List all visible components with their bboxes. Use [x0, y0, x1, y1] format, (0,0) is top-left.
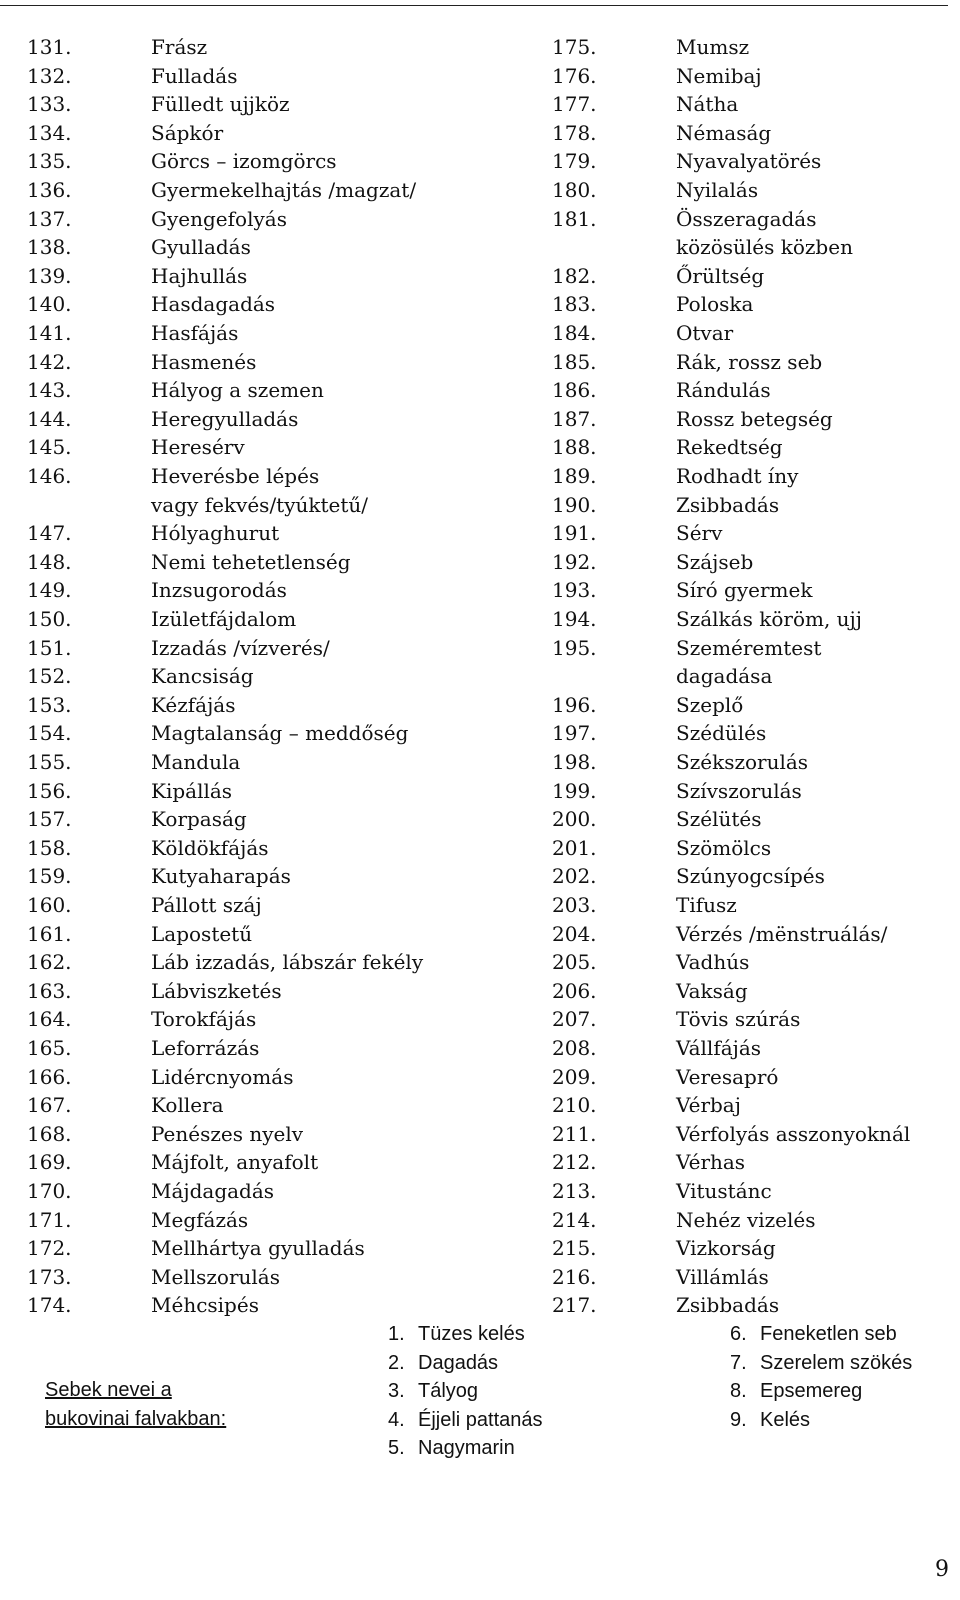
item-name: Szédülés [676, 721, 767, 746]
item-name: Hajhullás [151, 263, 248, 288]
item-number: 195. [552, 635, 597, 660]
item-number: 203. [552, 893, 597, 917]
item-name: Szélütés [676, 807, 762, 832]
item-name: Vérbaj [676, 1093, 741, 1118]
item-number: 143. [27, 378, 72, 403]
item-name: Penészes nyelv [151, 1121, 304, 1146]
item-number: 167. [27, 1093, 72, 1118]
item-name: vagy fekvés/tyúktetű/ [151, 492, 369, 517]
item-number: 211. [552, 1121, 597, 1146]
item-name: Korpaság [151, 807, 247, 832]
item-name: Sápkór [151, 120, 224, 145]
item-name: Villámlás [676, 1264, 769, 1289]
item-name: Zsibbadás [676, 492, 780, 517]
item-number: 216. [552, 1264, 597, 1289]
item-name: Mellszorulás [151, 1264, 280, 1289]
item-name: Heregyulladás [151, 406, 299, 431]
item-name: Rák, rossz seb [676, 349, 823, 374]
item-name: Szájseb [676, 549, 754, 574]
item-number: 152. [27, 664, 72, 689]
wound-name: Nagymarin [418, 1437, 515, 1460]
item-name: Méhcsipés [151, 1293, 259, 1318]
item-name: Összeragadás [676, 206, 817, 231]
item-number: 198. [552, 750, 597, 774]
item-name: Szívszorulás [676, 778, 802, 803]
item-name: Pállott száj [151, 893, 262, 917]
item-number: 204. [552, 921, 597, 946]
item-number: 196. [552, 692, 597, 717]
wound-name: Tályog [418, 1380, 479, 1403]
item-number: 136. [27, 178, 72, 202]
item-name: Izületfájdalom [151, 607, 297, 631]
item-number: 153. [27, 692, 72, 717]
item-name: Nyilalás [676, 178, 759, 202]
item-number: 145. [27, 435, 72, 460]
item-name: Nemi tehetetlenség [151, 549, 351, 574]
item-name: Mellhártya gyulladás [151, 1236, 365, 1261]
item-number: 141. [27, 321, 72, 345]
item-number: 193. [552, 578, 597, 603]
item-name: Kancsiság [151, 664, 254, 689]
item-name: Láb izzadás, lábszár fekély [151, 950, 424, 975]
item-name: Inzsugorodás [151, 578, 287, 603]
wounds-heading [45, 1376, 275, 1434]
item-number: 184. [552, 321, 597, 345]
item-number: 131. [27, 35, 72, 59]
item-number: 146. [27, 464, 72, 488]
item-name: Szömölcs [676, 835, 772, 860]
wound-number: 9. [730, 1408, 747, 1431]
item-number: 214. [552, 1207, 597, 1232]
wound-number: 1. [388, 1323, 405, 1345]
item-name: dagadása [676, 664, 773, 689]
item-number: 142. [27, 349, 72, 374]
item-number: 148. [27, 549, 72, 574]
wound-number: 5. [388, 1437, 405, 1460]
item-number: 183. [552, 292, 597, 317]
item-name: Nehéz vizelés [676, 1207, 816, 1232]
item-number: 201. [552, 835, 597, 860]
item-number: 212. [552, 1150, 597, 1175]
item-number: 164. [27, 1007, 72, 1032]
item-name: Vadhús [676, 950, 750, 975]
item-number: 182. [552, 263, 597, 288]
item-name: Vérfolyás asszonyoknál [676, 1121, 911, 1146]
item-name: Hasdagadás [151, 292, 276, 317]
item-name: Őrültség [676, 263, 765, 288]
wound-number: 8. [730, 1380, 747, 1403]
item-number: 140. [27, 292, 72, 317]
item-name: Poloska [676, 292, 754, 317]
item-number: 215. [552, 1236, 597, 1261]
item-name: Nemibaj [676, 63, 762, 88]
item-number: 217. [552, 1293, 597, 1318]
item-number: 149. [27, 578, 72, 603]
item-name: közösülés közben [676, 235, 853, 260]
item-number: 138. [27, 235, 72, 260]
item-number: 173. [27, 1264, 72, 1289]
item-name: Vakság [676, 978, 748, 1003]
item-name: Vitustánc [676, 1179, 772, 1203]
wound-number: 3. [388, 1380, 405, 1403]
wounds-heading-line-1: Sebek nevei a [45, 1379, 172, 1401]
item-number: 135. [27, 149, 72, 174]
wound-name: Szerelem szökés [760, 1351, 913, 1374]
item-number: 134. [27, 120, 72, 145]
item-name: Heresérv [151, 435, 245, 460]
item-name: Köldökfájás [151, 835, 269, 860]
item-name: Magtalanság – meddőség [151, 721, 409, 746]
item-number: 133. [27, 92, 72, 117]
top-rule [0, 5, 948, 6]
item-name: Gyulladás [151, 235, 251, 260]
item-number: 210. [552, 1093, 597, 1118]
item-number: 180. [552, 178, 597, 202]
item-name: Szúnyogcsípés [676, 864, 825, 889]
item-number: 189. [552, 464, 597, 488]
wound-name: Dagadás [418, 1351, 499, 1374]
item-number: 179. [552, 149, 597, 174]
item-name: Izzadás /vízverés/ [151, 635, 330, 660]
item-number: 207. [552, 1007, 597, 1032]
item-number: 185. [552, 349, 597, 374]
item-number: 170. [27, 1179, 72, 1203]
item-name: Tifusz [676, 893, 737, 917]
item-number: 147. [27, 521, 72, 546]
item-name: Lapostetű [151, 921, 253, 946]
item-name: Nátha [676, 92, 739, 117]
item-number: 206. [552, 978, 597, 1003]
item-name: Szálkás köröm, ujj [676, 607, 862, 631]
wound-number: 7. [730, 1351, 747, 1374]
item-name: Kollera [151, 1093, 224, 1118]
item-number: 165. [27, 1036, 72, 1060]
item-name: Székszorulás [676, 750, 809, 774]
item-name: Otvar [676, 321, 734, 345]
wound-number: 6. [730, 1323, 747, 1345]
item-number: 166. [27, 1064, 72, 1089]
item-name: Vállfájás [676, 1036, 762, 1060]
item-number: 169. [27, 1150, 72, 1175]
item-number: 156. [27, 778, 72, 803]
item-name: Leforrázás [151, 1036, 260, 1060]
item-name: Hasmenés [151, 349, 257, 374]
wound-name: Kelés [760, 1408, 811, 1431]
item-number: 139. [27, 263, 72, 288]
item-number: 159. [27, 864, 72, 889]
item-name: Rekedtség [676, 435, 783, 460]
item-number: 202. [552, 864, 597, 889]
item-number: 175. [552, 35, 597, 59]
item-number: 181. [552, 206, 597, 231]
item-number: 190. [552, 492, 597, 517]
item-name: Lidércnyomás [151, 1064, 294, 1089]
item-number: 174. [27, 1293, 72, 1318]
item-name: Kipállás [151, 778, 233, 803]
item-number: 151. [27, 635, 72, 660]
item-number: 160. [27, 893, 72, 917]
item-number: 178. [552, 120, 597, 145]
page-number: 9 [935, 1557, 949, 1582]
item-name: Vérzés /mënstruálás/ [676, 921, 888, 946]
wounds-heading-line-2: bukovinai falvakban: [45, 1408, 227, 1430]
item-number: 199. [552, 778, 597, 803]
item-number: 171. [27, 1207, 72, 1232]
item-number: 162. [27, 950, 72, 975]
item-name: Görcs – izomgörcs [151, 149, 337, 174]
item-name: Nyavalyatörés [676, 149, 822, 174]
item-number: 154. [27, 721, 72, 746]
item-number: 191. [552, 521, 597, 546]
item-name: Veresapró [676, 1064, 779, 1089]
item-name: Májdagadás [151, 1179, 275, 1203]
item-name: Sérv [676, 521, 723, 546]
item-name: Frász [151, 35, 208, 59]
wound-name: Epsemereg [760, 1380, 863, 1403]
item-name: Némaság [676, 120, 772, 145]
item-number: 150. [27, 607, 72, 631]
item-number: 137. [27, 206, 72, 231]
item-name: Fulladás [151, 63, 238, 88]
item-name: Gyermekelhajtás /magzat/ [151, 178, 417, 202]
item-number: 158. [27, 835, 72, 860]
item-number: 172. [27, 1236, 72, 1261]
item-name: Kutyaharapás [151, 864, 291, 889]
item-name: Fülledt ujjköz [151, 92, 290, 117]
wound-name: Feneketlen seb [760, 1323, 897, 1345]
item-name: Vérhas [676, 1150, 746, 1175]
item-name: Szeplő [676, 692, 744, 717]
item-name: Gyengefolyás [151, 206, 287, 231]
item-number: 208. [552, 1036, 597, 1060]
item-number: 192. [552, 549, 597, 574]
item-number: 155. [27, 750, 72, 774]
item-name: Tövis szúrás [676, 1007, 801, 1032]
item-number: 205. [552, 950, 597, 975]
item-number: 157. [27, 807, 72, 832]
item-number: 177. [552, 92, 597, 117]
item-name: Megfázás [151, 1207, 249, 1232]
item-number: 213. [552, 1179, 597, 1203]
item-name: Rándulás [676, 378, 771, 403]
item-number: 197. [552, 721, 597, 746]
item-number: 194. [552, 607, 597, 631]
wound-number: 4. [388, 1408, 405, 1431]
item-number: 200. [552, 807, 597, 832]
item-name: Rossz betegség [676, 406, 833, 431]
item-name: Vizkorság [676, 1236, 776, 1261]
item-number: 209. [552, 1064, 597, 1089]
item-name: Hólyaghurut [151, 521, 280, 546]
item-number: 168. [27, 1121, 72, 1146]
item-number: 161. [27, 921, 72, 946]
item-number: 176. [552, 63, 597, 88]
item-name: Hasfájás [151, 321, 239, 345]
item-name: Kézfájás [151, 692, 236, 717]
item-number: 188. [552, 435, 597, 460]
item-name: Mandula [151, 750, 241, 774]
item-name: Hályog a szemen [151, 378, 324, 403]
item-name: Lábviszketés [151, 978, 282, 1003]
item-name: Májfolt, anyafolt [151, 1150, 319, 1175]
item-name: Síró gyermek [676, 578, 813, 603]
item-name: Zsibbadás [676, 1293, 780, 1318]
item-number: 144. [27, 406, 72, 431]
wound-name: Tüzes kelés [418, 1323, 525, 1345]
item-name: Rodhadt íny [676, 464, 799, 488]
item-number: 163. [27, 978, 72, 1003]
item-name: Torokfájás [151, 1007, 257, 1032]
item-name: Szeméremtest [676, 635, 822, 660]
item-name: Mumsz [676, 35, 750, 59]
item-number: 186. [552, 378, 597, 403]
wound-name: Éjjeli pattanás [418, 1408, 543, 1431]
item-name: Heverésbe lépés [151, 464, 320, 488]
item-number: 187. [552, 406, 597, 431]
item-number: 132. [27, 63, 72, 88]
wound-number: 2. [388, 1351, 405, 1374]
